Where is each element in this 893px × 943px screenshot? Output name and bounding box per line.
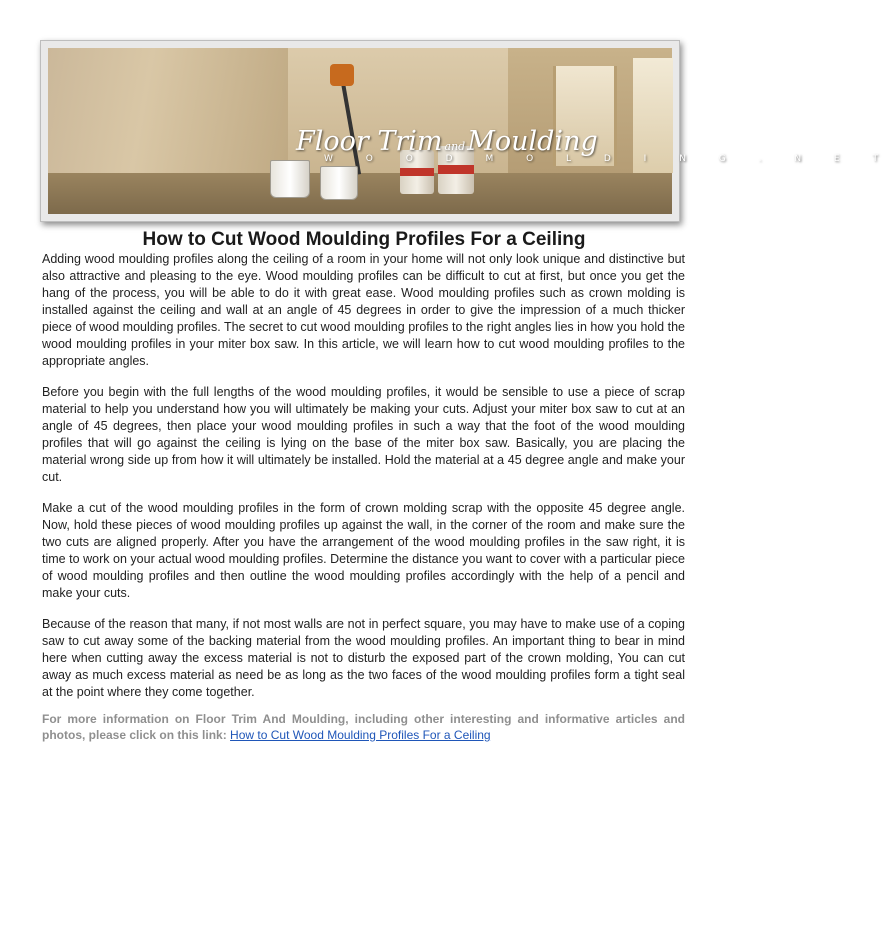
article-paragraph: Make a cut of the wood moulding profiles in the form of crown molding scrap with the opposite 45 degree angle. Now, hold these pieces of wood moulding profiles up against the wall, in the corner of the room and make sure the two cuts are aligned properly. After you have the arrangement of the wood moulding profiles in the saw right, it is time to work on your actual wood moulding profiles. Determine the distance you want to cover with a particular piece of wood moulding profiles and then outline the wood moulding profiles accordingly with the help of a pencil and make your cuts. (42, 501, 685, 600)
article-paragraph: Because of the reason that many, if not most walls are not in perfect square, you may have to make use of a coping saw to cut away some of the backing material from the wood moulding profiles. An important thing to bear in mind here when cutting away the excess material is not to disturb the exposed part of the crown molding, You can cut away as much excess material as need be as long as the two faces of the wood moulding profiles form a tight seal at the point where they come together. (42, 617, 685, 699)
site-logo (296, 126, 598, 157)
header-banner (40, 40, 893, 222)
banner-mixer-icon (330, 64, 354, 86)
article-body (42, 251, 685, 757)
logo-subtitle: W O O D M O L D I N G . N E T (324, 154, 893, 164)
more-info-footer (42, 711, 685, 743)
banner-floor (48, 173, 672, 214)
banner-bucket-icon (270, 160, 310, 198)
article-link[interactable]: How to Cut Wood Moulding Profiles For a Ceiling (230, 728, 491, 742)
banner-bucket-icon (320, 166, 358, 200)
banner-wall-left (48, 48, 288, 188)
logo-and: and (444, 140, 466, 153)
logo-title-part2: Moulding (467, 126, 598, 157)
banner-photo (48, 48, 893, 214)
article-title: How to Cut Wood Moulding Profiles For a Ceiling (142, 229, 586, 250)
article-paragraph: Before you begin with the full lengths of the wood moulding profiles, it would be sensible to use a piece of scrap material to help you understand how you will ultimately be making your cuts. Adjust your miter box saw to cut at an angle of 45 degrees, then place your wood moulding profiles in such a way that the foot of the wood moulding profiles that will go against the ceiling is lying on the base of the miter box saw. Basically, you are placing the material wrong side up from how it will ultimately be installed. Hold the material at a 45 degree angle and make your cut. (42, 385, 685, 484)
logo-title-part1: Floor Trim (296, 126, 443, 157)
article-paragraph: Adding wood moulding profiles along the ceiling of a room in your home will not only look unique and distinctive but also attractive and pleasing to the eye. Wood moulding profiles can be difficult to cut at first, but once you get the hang of the process, you will be able to do it with great ease. Wood moulding profiles such as crown molding is installed against the ceiling and wall at an angle of 45 degrees in order to give the impression of a much thicker piece of wood moulding profiles. The secret to cut wood moulding profiles to the right angles lies in how you hold the wood moulding profiles in your miter box saw. In this article, we will learn how to cut wood moulding profiles to the appropriate angles. (42, 252, 685, 368)
footer-text: For more information on Floor Trim And Moulding, including other interesting and informative articles and photos, please click on this link: (42, 712, 685, 742)
